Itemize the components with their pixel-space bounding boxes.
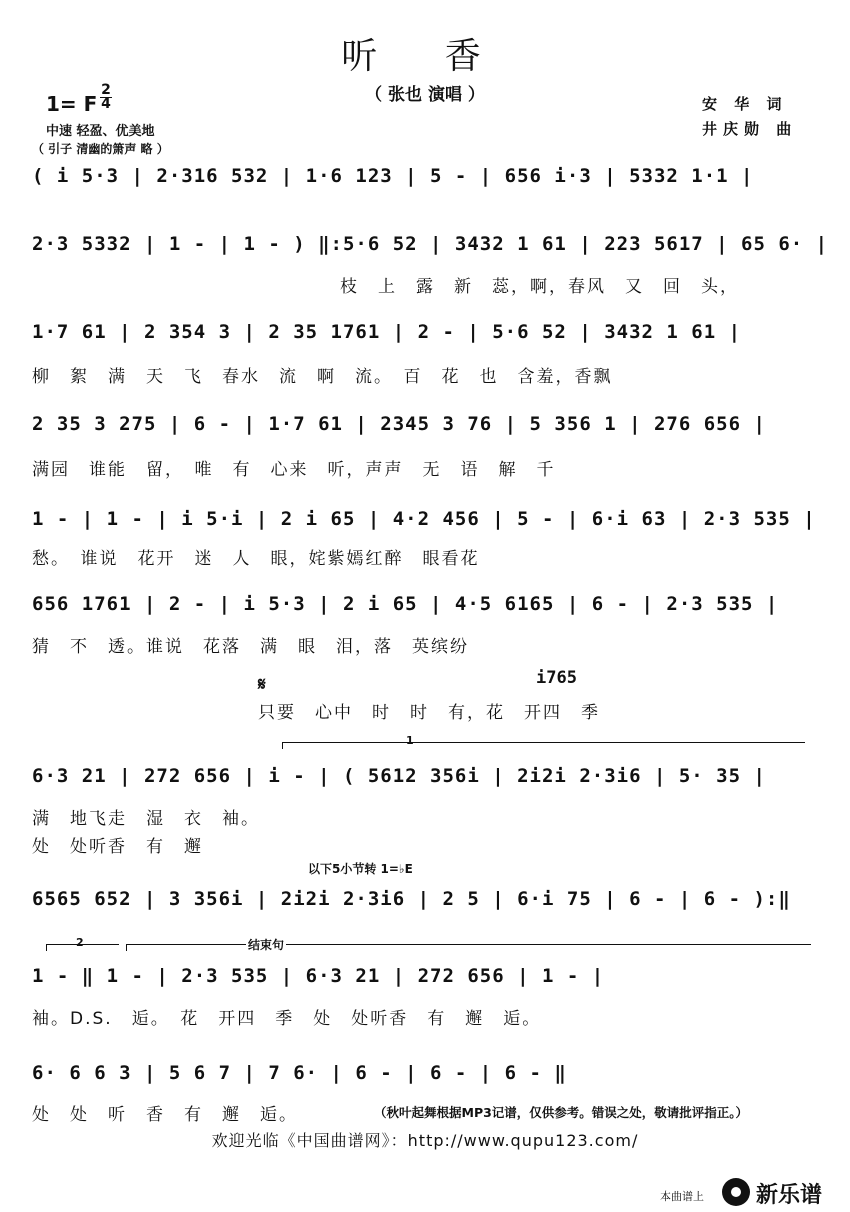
lyric-row: 枝 上 露 新 蕊，啊，春风 又 回 头， <box>340 277 739 297</box>
singer-credit: （ 张也 演唱 ） <box>365 85 485 105</box>
notation-row: 6·3 21 | 272 656 | i - | ( 5612 356i | 2i2i 2·3i6 | 5· 35 | <box>32 765 766 787</box>
song-title: 听 香 <box>341 36 509 77</box>
notation-row: 6565 652 | 3 356i | 2i2i 2·3i6 | 2 5 | 6·i 75 | 6 - | 6 - ):‖ <box>32 888 791 910</box>
site-footer: 欢迎光临《中国曲谱网》：http://www.qupu123.com/ <box>211 1131 639 1150</box>
logo-label: 本曲谱上 <box>660 1190 704 1203</box>
notation-row: 2 35 3 275 | 6 - | 1·7 61 | 2345 3 76 | 5 356 1 | 276 656 | <box>32 413 766 435</box>
extra-notes: i765 <box>536 668 577 688</box>
lyric-row: 猜 不 透。谁说 花落 满 眼 泪，落 英缤纷 <box>32 637 469 657</box>
lyric-row: 只要 心中 时 时 有，花 开四 季 <box>258 703 600 723</box>
brand-logo: 新乐谱 <box>756 1183 823 1208</box>
notation-row: 1 - | 1 - | i 5·i | 2 i 65 | 4·2 456 | 5 - | 6·i 63 | 2·3 535 | <box>32 508 816 530</box>
time-signature-bottom: 4 <box>101 96 111 112</box>
first-ending-bracket <box>282 742 805 749</box>
lyric-row: 满 地飞走 湿 衣 袖。 <box>32 809 260 829</box>
notation-row: ( i 5·3 | 2·316 532 | 1·6 123 | 5 - | 656 i·3 | 5332 1·1 | <box>32 165 754 187</box>
coda-label: 结束句 <box>248 938 285 952</box>
notation-row: 1·7 61 | 2 354 3 | 2 35 1761 | 2 - | 5·6 52 | 3432 1 61 | <box>32 321 742 343</box>
credits <box>702 92 797 142</box>
lyric-row: 满园 谁能 留， 唯 有 心来 听，声声 无 语 解 千 <box>32 460 556 480</box>
composer-credit: 井庆勋 曲 <box>702 120 798 138</box>
first-ending-label: 1 <box>406 734 414 747</box>
time-signature <box>100 84 112 111</box>
key-signature: 1= F <box>46 92 98 116</box>
transcription-disclaimer: （秋叶起舞根据MP3记谱，仅供参考。错误之处，敬请批评指正。） <box>374 1105 749 1120</box>
lyric-row: 袖。D.S. 逅。 花 开四 季 处 处听香 有 邂 逅。 <box>32 1009 542 1029</box>
coda-bracket <box>126 944 811 951</box>
lyric-row: 柳 絮 满 天 飞 春水 流 啊 流。 百 花 也 含羞，香飘 <box>32 367 613 387</box>
tempo-marking: 中速 轻盈、优美地 <box>46 124 155 139</box>
lyric-row: 处 处听香 有 邂 <box>32 837 203 857</box>
segno-sign: 𝄋 <box>258 674 266 695</box>
notation-row: 1 - ‖ 1 - | 2·3 535 | 6·3 21 | 272 656 | 1 - | <box>32 965 605 987</box>
lyricist-credit: 安 华 词 <box>702 95 788 113</box>
intro-note: （ 引子 清幽的箫声 略 ） <box>32 142 169 156</box>
notation-row: 6· 6 6 3 | 5 6 7 | 7 6· | 6 - | 6 - | 6 - ‖ <box>32 1062 567 1084</box>
time-signature-top: 2 <box>101 82 111 98</box>
second-ending-label: 2 <box>76 936 84 949</box>
modulation-note: 以下5小节转 1=♭E <box>308 862 413 876</box>
lyric-row: 愁。 谁说 花开 迷 人 眼，姹紫嫣红醉 眼看花 <box>32 549 480 569</box>
notation-row: 2·3 5332 | 1 - | 1 - ) ‖:5·6 52 | 3432 1 61 | 223 5617 | 65 6· | <box>32 233 829 255</box>
lyric-row: 处 处 听 香 有 邂 逅。 <box>32 1105 298 1125</box>
record-disc-icon <box>722 1178 750 1206</box>
notation-row: 656 1761 | 2 - | i 5·3 | 2 i 65 | 4·5 6165 | 6 - | 2·3 535 | <box>32 593 779 615</box>
